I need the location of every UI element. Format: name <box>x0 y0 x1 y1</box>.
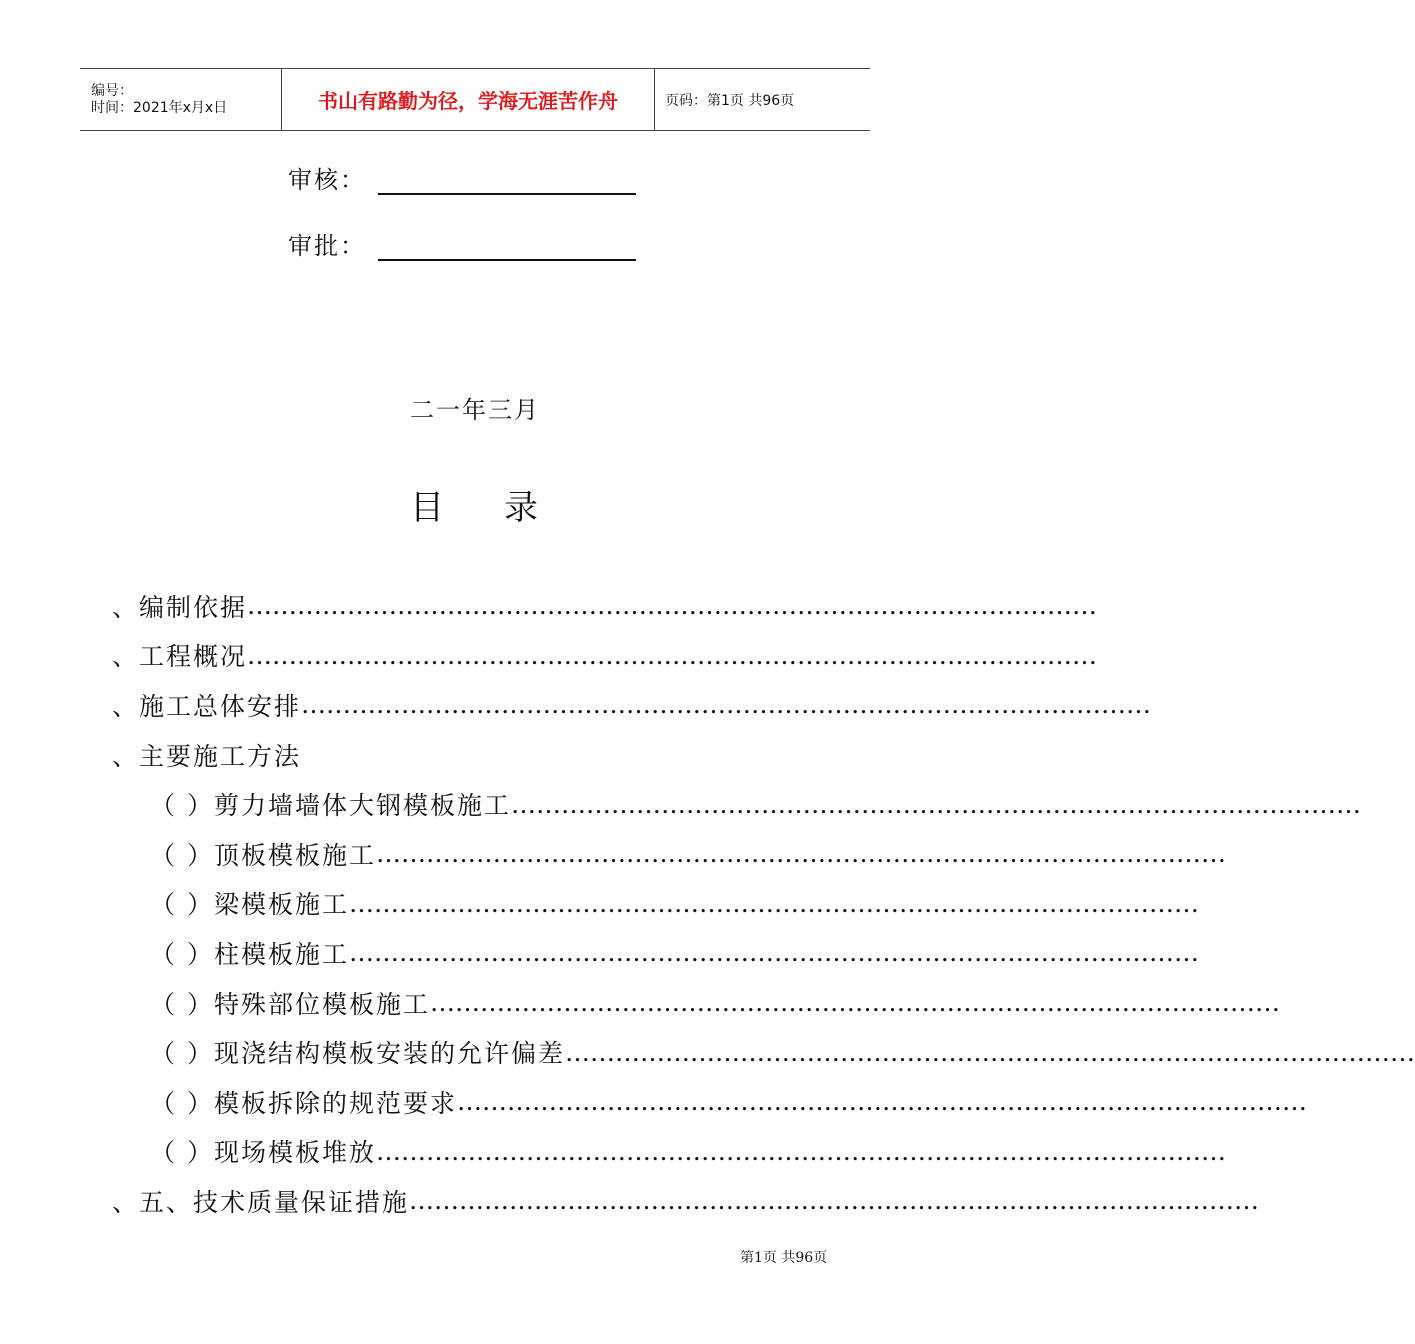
toc-leader-dots: ………………………………………………………………………………………… <box>247 591 1098 621</box>
time-label: 时间：2021年x月x日 <box>91 99 228 116</box>
toc-title-right: 录 <box>504 488 540 528</box>
review-line <box>378 167 636 195</box>
toc-leader-dots: ………………………………………………………………………………………… <box>348 888 1199 918</box>
document-date: 二一年三月 <box>410 396 540 424</box>
toc-leader-dots: ………………………………………………………………………………………… <box>375 1136 1226 1166</box>
toc-leader-dots: ………………………………………………………………………………………… <box>375 839 1226 869</box>
table-of-contents <box>112 581 1415 1226</box>
approve-signature <box>288 226 636 261</box>
number-label: 编号： <box>91 82 133 99</box>
page-footer: 第1页 共96页 <box>740 1250 828 1266</box>
toc-item[interactable]: 、施工总体安排 ………………………………………………………………………………………… <box>112 690 1152 721</box>
motto-text: 书山有路勤为径，学海无涯苦作舟 <box>318 89 618 113</box>
toc-leader-dots: ………………………………………………………………………………………… <box>429 988 1280 1018</box>
toc-item[interactable]: 、五、技术质量保证措施 ………………………………………………………………………………………… <box>112 1186 1260 1217</box>
toc-subitem[interactable]: （ ）梁模板施工 ………………………………………………………………………………………… <box>150 888 1199 920</box>
toc-subitem[interactable]: （ ）柱模板施工 ………………………………………………………………………………………… <box>150 938 1199 969</box>
toc-leader-dots: ………………………………………………………………………………………… <box>564 1037 1415 1067</box>
toc-leader-dots: ………………………………………………………………………………………… <box>301 690 1152 720</box>
toc-item[interactable]: 、主要施工方法 <box>112 741 302 771</box>
toc-subitem[interactable]: （ ）特殊部位模板施工 ………………………………………………………………………………………… <box>150 988 1280 1019</box>
toc-leader-dots: ………………………………………………………………………………………… <box>247 640 1098 670</box>
review-signature <box>288 160 636 195</box>
toc-leader-dots: ………………………………………………………………………………………… <box>409 1186 1260 1216</box>
header-motto-cell <box>281 69 655 130</box>
toc-subitem[interactable]: （ ）现场模板堆放 ………………………………………………………………………………………… <box>150 1136 1226 1168</box>
approve-line <box>378 233 636 261</box>
page-info: 页码：第1页 共96页 <box>665 92 795 109</box>
toc-subitem[interactable]: （ ）顶板模板施工 ………………………………………………………………………………………… <box>150 839 1226 870</box>
toc-leader-dots: ………………………………………………………………………………………… <box>348 938 1199 968</box>
review-label: 审核： <box>288 166 366 194</box>
toc-leader-dots: ………………………………………………………………………………………… <box>510 789 1361 819</box>
toc-leader-dots: ………………………………………………………………………………………… <box>456 1087 1307 1117</box>
toc-subitem[interactable]: （ ）剪力墙墙体大钢模板施工 ………………………………………………………………………………………… <box>150 789 1361 821</box>
toc-item[interactable]: 、编制依据 ………………………………………………………………………………………… <box>112 591 1098 622</box>
approve-label: 审批： <box>288 232 366 260</box>
toc-subitem[interactable]: （ ）模板拆除的规范要求 ………………………………………………………………………………………… <box>150 1087 1307 1118</box>
toc-subitem[interactable]: （ ）现浇结构模板安装的允许偏差 ………………………………………………………………………………………… <box>150 1037 1415 1069</box>
toc-item[interactable]: 、工程概况 ………………………………………………………………………………………… <box>112 640 1098 672</box>
toc-title-left: 目 <box>410 488 446 528</box>
header-page-cell <box>655 69 870 130</box>
toc-title <box>0 480 950 529</box>
header-table <box>80 68 870 131</box>
header-meta-cell <box>80 69 281 130</box>
